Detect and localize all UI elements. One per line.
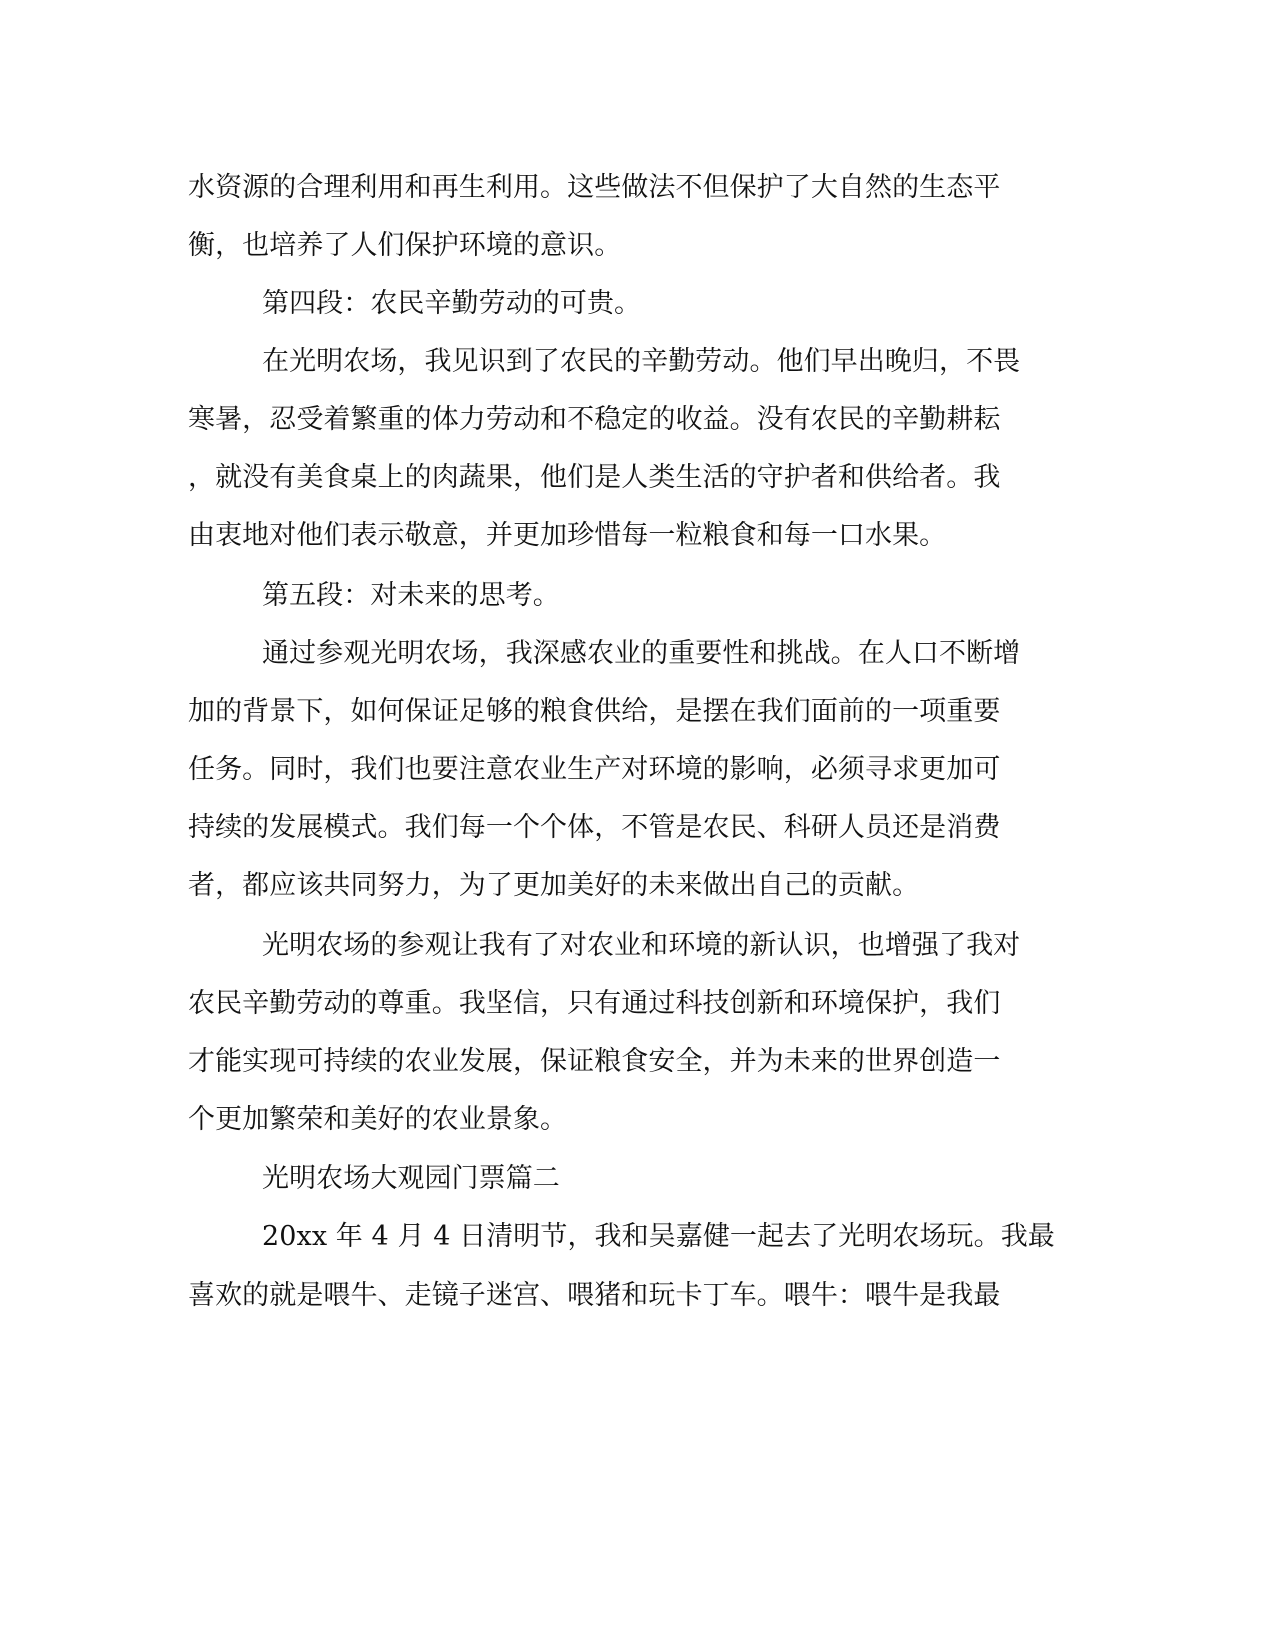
text-line: 持续的发展模式。我们每一个个体，不管是农民、科研人员还是消费: [188, 812, 1001, 843]
text-line: 喜欢的就是喂牛、走镜子迷宫、喂猪和玩卡丁车。喂牛：喂牛是我最: [188, 1280, 1001, 1311]
text-line: 光明农场的参观让我有了对农业和环境的新认识，也增强了我对: [262, 930, 1021, 961]
text-line: 20xx 年 4 月 4 日清明节，我和吴嘉健一起去了光明农场玩。我最: [262, 1221, 1055, 1252]
text-line: 农民辛勤劳动的尊重。我坚信，只有通过科技创新和环境保护，我们: [188, 988, 1001, 1019]
text-line: 在光明农场，我见识到了农民的辛勤劳动。他们早出晚归，不畏: [262, 346, 1021, 377]
text-line: 衡，也培养了人们保护环境的意识。: [188, 230, 622, 261]
section-title: 光明农场大观园门票篇二: [262, 1163, 560, 1194]
text-line: 寒暑，忍受着繁重的体力劳动和不稳定的收益。没有农民的辛勤耕耘: [188, 404, 1001, 435]
text-line: 由衷地对他们表示敬意，并更加珍惜每一粒粮食和每一口水果。: [188, 520, 947, 551]
section-heading: 第五段：对未来的思考。: [262, 580, 560, 611]
section-heading: 第四段：农民辛勤劳动的可贵。: [262, 288, 642, 319]
text-line: 加的背景下，如何保证足够的粮食供给，是摆在我们面前的一项重要: [188, 696, 1001, 727]
text-line: 才能实现可持续的农业发展，保证粮食安全，并为未来的世界创造一: [188, 1046, 1001, 1077]
text-line: 个更加繁荣和美好的农业景象。: [188, 1104, 568, 1135]
text-line: 通过参观光明农场，我深感农业的重要性和挑战。在人口不断增: [262, 638, 1021, 669]
text-line: ，就没有美食桌上的肉蔬果，他们是人类生活的守护者和供给者。我: [188, 462, 1001, 493]
text-line: 水资源的合理利用和再生利用。这些做法不但保护了大自然的生态平: [188, 172, 1001, 203]
text-line: 者，都应该共同努力，为了更加美好的未来做出自己的贡献。: [188, 870, 920, 901]
text-line: 任务。同时，我们也要注意农业生产对环境的影响，必须寻求更加可: [188, 754, 1001, 785]
